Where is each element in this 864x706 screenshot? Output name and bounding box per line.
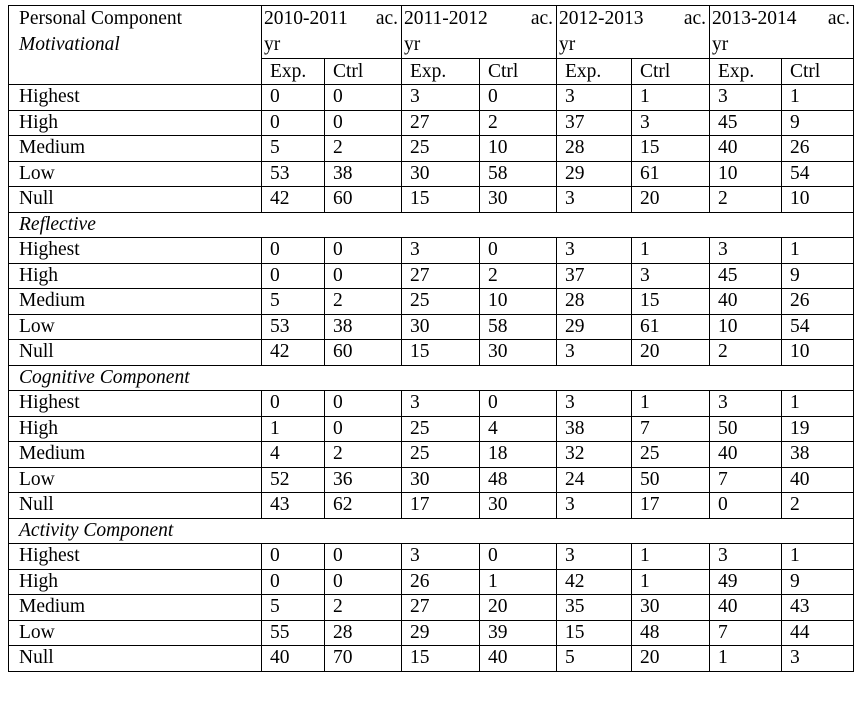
section-row bbox=[9, 365, 854, 391]
table-cell: 0 bbox=[480, 238, 557, 264]
table-cell: 0 bbox=[262, 110, 325, 136]
table-row bbox=[9, 391, 854, 417]
table-cell: 15 bbox=[632, 136, 710, 162]
row-label: Highest bbox=[9, 544, 262, 570]
table-cell: 0 bbox=[325, 569, 402, 595]
table-cell: 40 bbox=[710, 136, 782, 162]
year-unit: yr bbox=[712, 34, 729, 55]
table-cell: 38 bbox=[325, 161, 402, 187]
table-cell: 42 bbox=[262, 340, 325, 366]
table-cell: 0 bbox=[262, 391, 325, 417]
table-cell: 17 bbox=[402, 493, 480, 519]
year-unit: yr bbox=[559, 34, 576, 55]
table-cell: 3 bbox=[557, 391, 632, 417]
table-cell: 1 bbox=[782, 544, 854, 570]
ctrl-header: Ctrl bbox=[632, 59, 710, 85]
table-row bbox=[9, 85, 854, 111]
table-cell: 1 bbox=[710, 646, 782, 672]
exp-header: Exp. bbox=[262, 59, 325, 85]
table-row bbox=[9, 263, 854, 289]
table-cell: 10 bbox=[480, 289, 557, 315]
table-cell: 0 bbox=[262, 544, 325, 570]
table-cell: 20 bbox=[632, 646, 710, 672]
table-cell: 40 bbox=[710, 289, 782, 315]
table-row bbox=[9, 595, 854, 621]
row-label: Low bbox=[9, 620, 262, 646]
table-cell: 45 bbox=[710, 110, 782, 136]
table-cell: 2 bbox=[480, 263, 557, 289]
table-cell: 2 bbox=[325, 136, 402, 162]
table-cell: 42 bbox=[557, 569, 632, 595]
table-cell: 5 bbox=[262, 289, 325, 315]
table-cell: 0 bbox=[262, 238, 325, 264]
table-cell: 15 bbox=[402, 340, 480, 366]
header-title: Personal Component bbox=[19, 8, 183, 29]
table-cell: 1 bbox=[632, 85, 710, 111]
table-cell: 40 bbox=[262, 646, 325, 672]
table-cell: 2 bbox=[480, 110, 557, 136]
row-label: Medium bbox=[9, 442, 262, 468]
table-cell: 2 bbox=[710, 187, 782, 213]
table-row bbox=[9, 238, 854, 264]
table-cell: 0 bbox=[262, 569, 325, 595]
row-label: Null bbox=[9, 187, 262, 213]
table-cell: 35 bbox=[557, 595, 632, 621]
table-cell: 2 bbox=[782, 493, 854, 519]
table-row bbox=[9, 416, 854, 442]
table-cell: 3 bbox=[710, 544, 782, 570]
table-cell: 3 bbox=[557, 493, 632, 519]
year-label: 2012-2013 bbox=[559, 8, 644, 29]
row-label: Low bbox=[9, 314, 262, 340]
table-cell: 20 bbox=[632, 187, 710, 213]
table-cell: 2 bbox=[710, 340, 782, 366]
table-cell: 37 bbox=[557, 263, 632, 289]
table-cell: 9 bbox=[782, 110, 854, 136]
year-suffix: ac. bbox=[375, 8, 398, 29]
table-cell: 60 bbox=[325, 340, 402, 366]
table-cell: 30 bbox=[480, 493, 557, 519]
row-label: High bbox=[9, 263, 262, 289]
table-cell: 15 bbox=[557, 620, 632, 646]
table-cell: 9 bbox=[782, 263, 854, 289]
year-unit: yr bbox=[404, 34, 421, 55]
year-header bbox=[557, 6, 710, 59]
table-cell: 3 bbox=[632, 110, 710, 136]
table-cell: 30 bbox=[402, 467, 480, 493]
table-cell: 0 bbox=[325, 263, 402, 289]
year-suffix: ac. bbox=[827, 8, 850, 29]
table-cell: 20 bbox=[632, 340, 710, 366]
table-cell: 7 bbox=[632, 416, 710, 442]
table-cell: 55 bbox=[262, 620, 325, 646]
table-cell: 25 bbox=[402, 289, 480, 315]
table-row bbox=[9, 467, 854, 493]
table-cell: 1 bbox=[632, 569, 710, 595]
table-row bbox=[9, 187, 854, 213]
table-cell: 2 bbox=[325, 595, 402, 621]
table-cell: 62 bbox=[325, 493, 402, 519]
table-cell: 28 bbox=[325, 620, 402, 646]
section-title: Cognitive Component bbox=[9, 365, 854, 391]
row-label: Highest bbox=[9, 238, 262, 264]
table-cell: 48 bbox=[632, 620, 710, 646]
table-cell: 4 bbox=[480, 416, 557, 442]
table-cell: 0 bbox=[262, 263, 325, 289]
table-cell: 3 bbox=[402, 85, 480, 111]
table-cell: 10 bbox=[710, 161, 782, 187]
table-row bbox=[9, 340, 854, 366]
table-row bbox=[9, 569, 854, 595]
table-cell: 15 bbox=[632, 289, 710, 315]
table-row bbox=[9, 620, 854, 646]
table-cell: 3 bbox=[557, 544, 632, 570]
table-cell: 27 bbox=[402, 595, 480, 621]
ctrl-header: Ctrl bbox=[480, 59, 557, 85]
header-first-section: Motivational bbox=[19, 34, 120, 55]
table-cell: 10 bbox=[710, 314, 782, 340]
row-label: Null bbox=[9, 340, 262, 366]
year-suffix: ac. bbox=[530, 8, 553, 29]
table-cell: 27 bbox=[402, 110, 480, 136]
table-cell: 2 bbox=[325, 289, 402, 315]
year-header bbox=[402, 6, 557, 59]
table-cell: 0 bbox=[710, 493, 782, 519]
table-cell: 53 bbox=[262, 314, 325, 340]
table-row bbox=[9, 544, 854, 570]
table-cell: 19 bbox=[782, 416, 854, 442]
table-cell: 58 bbox=[480, 314, 557, 340]
row-label: Null bbox=[9, 646, 262, 672]
row-label: Low bbox=[9, 467, 262, 493]
table-cell: 7 bbox=[710, 620, 782, 646]
table-cell: 28 bbox=[557, 136, 632, 162]
table-cell: 38 bbox=[557, 416, 632, 442]
exp-header: Exp. bbox=[402, 59, 480, 85]
section-title: Activity Component bbox=[9, 518, 854, 544]
table-cell: 1 bbox=[782, 85, 854, 111]
table-cell: 7 bbox=[710, 467, 782, 493]
year-header bbox=[710, 6, 854, 59]
table-cell: 18 bbox=[480, 442, 557, 468]
table-cell: 30 bbox=[480, 340, 557, 366]
table-cell: 29 bbox=[557, 314, 632, 340]
table-cell: 48 bbox=[480, 467, 557, 493]
table-cell: 29 bbox=[557, 161, 632, 187]
table-cell: 40 bbox=[710, 595, 782, 621]
table-cell: 50 bbox=[632, 467, 710, 493]
table-cell: 61 bbox=[632, 314, 710, 340]
year-label: 2011-2012 bbox=[404, 8, 488, 29]
table-cell: 38 bbox=[782, 442, 854, 468]
table-cell: 30 bbox=[632, 595, 710, 621]
table-cell: 58 bbox=[480, 161, 557, 187]
table-cell: 43 bbox=[262, 493, 325, 519]
table-cell: 30 bbox=[480, 187, 557, 213]
table-cell: 10 bbox=[480, 136, 557, 162]
table-cell: 3 bbox=[782, 646, 854, 672]
table-cell: 20 bbox=[480, 595, 557, 621]
table-cell: 2 bbox=[325, 442, 402, 468]
table-cell: 27 bbox=[402, 263, 480, 289]
table-cell: 4 bbox=[262, 442, 325, 468]
table-cell: 0 bbox=[480, 85, 557, 111]
section-title: Reflective bbox=[9, 212, 854, 238]
table-cell: 0 bbox=[262, 85, 325, 111]
row-label: High bbox=[9, 416, 262, 442]
data-table bbox=[8, 5, 854, 672]
year-suffix: ac. bbox=[683, 8, 706, 29]
table-cell: 3 bbox=[710, 391, 782, 417]
table-cell: 26 bbox=[402, 569, 480, 595]
row-label: Highest bbox=[9, 391, 262, 417]
table-cell: 42 bbox=[262, 187, 325, 213]
table-cell: 29 bbox=[402, 620, 480, 646]
table-cell: 10 bbox=[782, 187, 854, 213]
table-cell: 0 bbox=[325, 85, 402, 111]
table-cell: 60 bbox=[325, 187, 402, 213]
table-row bbox=[9, 314, 854, 340]
table-cell: 40 bbox=[710, 442, 782, 468]
section-row bbox=[9, 518, 854, 544]
table-cell: 3 bbox=[632, 263, 710, 289]
header-row-years bbox=[9, 6, 854, 59]
table-cell: 0 bbox=[480, 391, 557, 417]
table-cell: 17 bbox=[632, 493, 710, 519]
table-cell: 25 bbox=[402, 416, 480, 442]
table-row bbox=[9, 493, 854, 519]
table-cell: 3 bbox=[557, 238, 632, 264]
table-cell: 40 bbox=[480, 646, 557, 672]
table-body bbox=[9, 6, 854, 672]
exp-header: Exp. bbox=[710, 59, 782, 85]
table-row bbox=[9, 442, 854, 468]
table-cell: 30 bbox=[402, 314, 480, 340]
table-cell: 0 bbox=[325, 416, 402, 442]
table-row bbox=[9, 161, 854, 187]
year-label: 2010-2011 bbox=[264, 8, 348, 29]
table-cell: 40 bbox=[782, 467, 854, 493]
table-cell: 1 bbox=[632, 544, 710, 570]
table-cell: 1 bbox=[782, 391, 854, 417]
table-cell: 1 bbox=[632, 238, 710, 264]
table-cell: 39 bbox=[480, 620, 557, 646]
section-row bbox=[9, 212, 854, 238]
year-header bbox=[262, 6, 402, 59]
table-cell: 3 bbox=[710, 85, 782, 111]
row-label: Null bbox=[9, 493, 262, 519]
table-cell: 0 bbox=[325, 544, 402, 570]
table-cell: 3 bbox=[557, 187, 632, 213]
table-cell: 54 bbox=[782, 314, 854, 340]
table-cell: 10 bbox=[782, 340, 854, 366]
table-cell: 3 bbox=[557, 85, 632, 111]
table-cell: 5 bbox=[262, 136, 325, 162]
table-cell: 28 bbox=[557, 289, 632, 315]
table-cell: 44 bbox=[782, 620, 854, 646]
header-title-cell bbox=[9, 6, 262, 85]
table-cell: 24 bbox=[557, 467, 632, 493]
year-label: 2013-2014 bbox=[712, 8, 797, 29]
table-cell: 1 bbox=[782, 238, 854, 264]
table-cell: 15 bbox=[402, 187, 480, 213]
row-label: High bbox=[9, 110, 262, 136]
table-cell: 36 bbox=[325, 467, 402, 493]
table-cell: 26 bbox=[782, 289, 854, 315]
table-cell: 0 bbox=[325, 391, 402, 417]
table-row bbox=[9, 646, 854, 672]
table-cell: 5 bbox=[557, 646, 632, 672]
table-cell: 54 bbox=[782, 161, 854, 187]
table-cell: 25 bbox=[402, 442, 480, 468]
row-label: Medium bbox=[9, 136, 262, 162]
table-cell: 53 bbox=[262, 161, 325, 187]
table-cell: 5 bbox=[262, 595, 325, 621]
table-cell: 9 bbox=[782, 569, 854, 595]
table-cell: 3 bbox=[557, 340, 632, 366]
row-label: Medium bbox=[9, 595, 262, 621]
row-label: Highest bbox=[9, 85, 262, 111]
table-cell: 25 bbox=[632, 442, 710, 468]
ctrl-header: Ctrl bbox=[325, 59, 402, 85]
row-label: Medium bbox=[9, 289, 262, 315]
table-cell: 26 bbox=[782, 136, 854, 162]
row-label: Low bbox=[9, 161, 262, 187]
table-cell: 3 bbox=[402, 544, 480, 570]
row-label: High bbox=[9, 569, 262, 595]
table-cell: 49 bbox=[710, 569, 782, 595]
table-row bbox=[9, 289, 854, 315]
table-cell: 3 bbox=[402, 238, 480, 264]
table-cell: 52 bbox=[262, 467, 325, 493]
table-cell: 50 bbox=[710, 416, 782, 442]
table-cell: 38 bbox=[325, 314, 402, 340]
table-cell: 15 bbox=[402, 646, 480, 672]
table-cell: 1 bbox=[632, 391, 710, 417]
table-cell: 1 bbox=[480, 569, 557, 595]
table-cell: 0 bbox=[325, 110, 402, 136]
table-cell: 0 bbox=[480, 544, 557, 570]
year-unit: yr bbox=[264, 34, 281, 55]
table-cell: 32 bbox=[557, 442, 632, 468]
table-row bbox=[9, 110, 854, 136]
table-cell: 0 bbox=[325, 238, 402, 264]
table-cell: 61 bbox=[632, 161, 710, 187]
table-cell: 45 bbox=[710, 263, 782, 289]
ctrl-header: Ctrl bbox=[782, 59, 854, 85]
table-row bbox=[9, 136, 854, 162]
table-cell: 3 bbox=[710, 238, 782, 264]
table-cell: 3 bbox=[402, 391, 480, 417]
table-cell: 43 bbox=[782, 595, 854, 621]
exp-header: Exp. bbox=[557, 59, 632, 85]
table-cell: 30 bbox=[402, 161, 480, 187]
table-cell: 37 bbox=[557, 110, 632, 136]
table-cell: 1 bbox=[262, 416, 325, 442]
table-cell: 70 bbox=[325, 646, 402, 672]
table-cell: 25 bbox=[402, 136, 480, 162]
